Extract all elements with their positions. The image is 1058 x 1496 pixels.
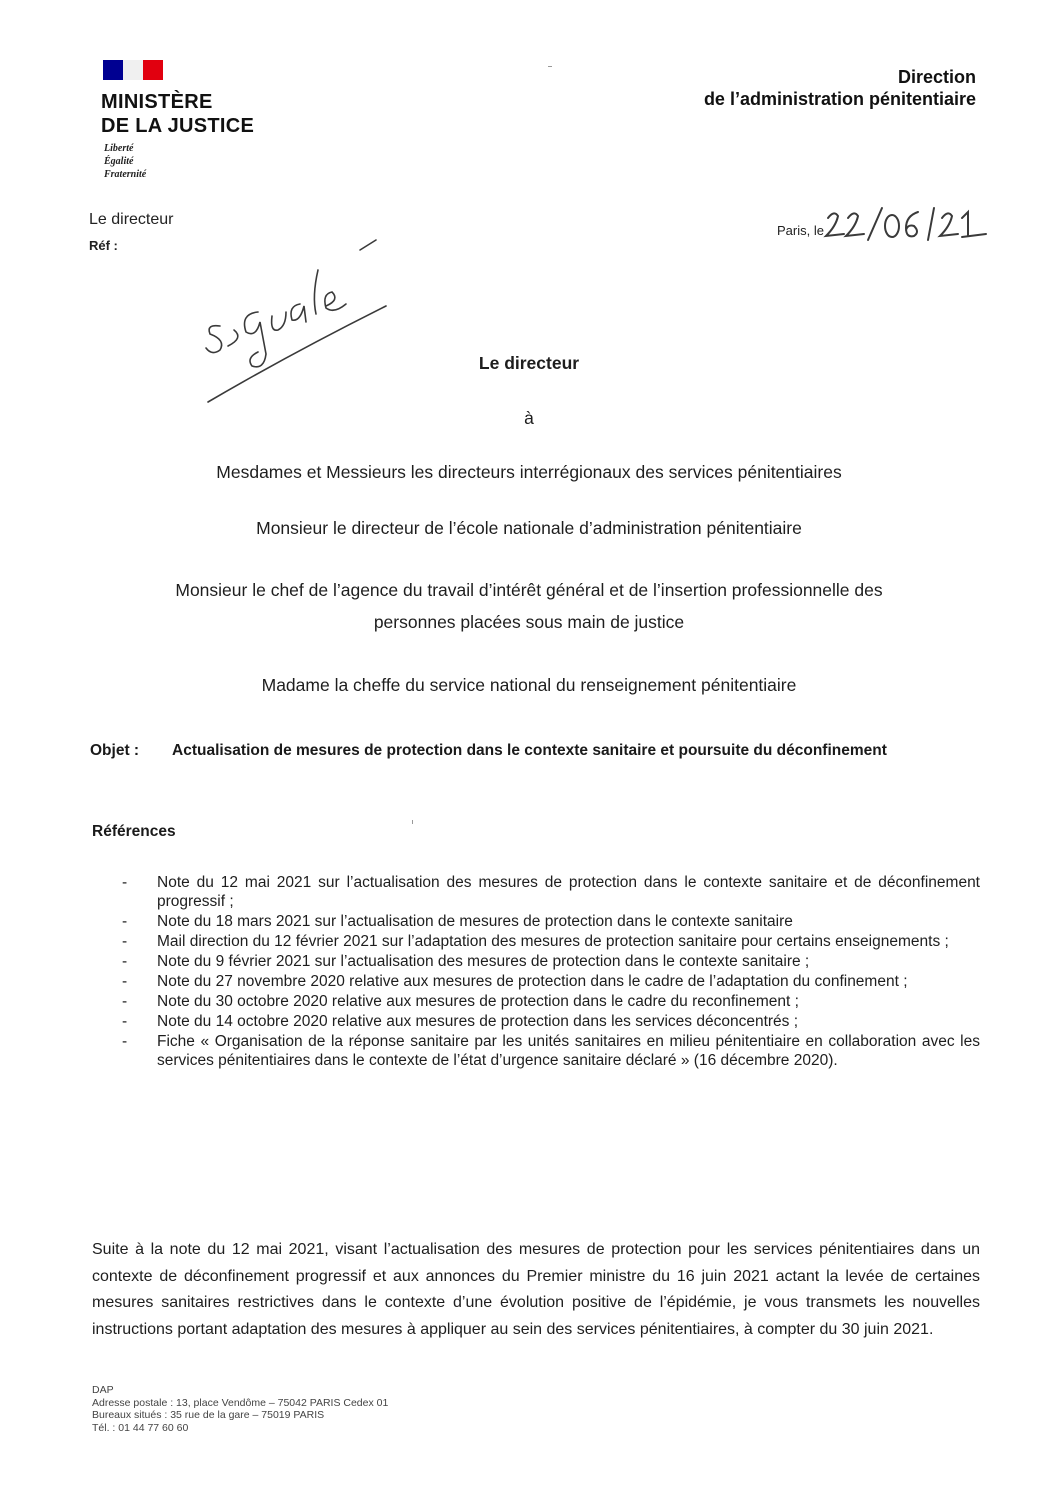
place-label: Paris, le bbox=[777, 223, 824, 238]
direction-line-2: de l’administration pénitentiaire bbox=[703, 89, 976, 109]
subject-block bbox=[90, 741, 980, 760]
addressee-3-line-2: personnes placées sous main de justice bbox=[373, 612, 685, 632]
references-title: Références bbox=[92, 823, 176, 840]
ministry-line-2: DE LA JUSTICE bbox=[101, 115, 255, 137]
subject-text: Actualisation de mesures de protection dans le contexte sanitaire et poursuite du déconfinement bbox=[172, 742, 887, 759]
reference-item: - Note du 14 octobre 2020 relative aux mesures de protection dans les services déconcentrés ; bbox=[120, 1012, 980, 1031]
motto-egalite: Égalité bbox=[104, 156, 134, 167]
addressee-4: Madame la cheffe du service national du renseignement pénitentiaire bbox=[261, 675, 797, 695]
reference-item: - Note du 27 novembre 2020 relative aux mesures de protection dans le cadre de l’adaptation du confinement ; bbox=[120, 972, 980, 991]
motto-liberte: Liberté bbox=[104, 143, 134, 154]
footer-line-dap: DAP bbox=[92, 1384, 114, 1396]
direction-header bbox=[704, 66, 976, 110]
republic-motto bbox=[104, 142, 146, 181]
references-list bbox=[120, 873, 980, 1071]
sender-label: Le directeur bbox=[89, 211, 174, 228]
reference-item: - Note du 30 octobre 2020 relative aux mesures de protection dans le cadre du reconfinement ; bbox=[120, 992, 980, 1011]
footer-line-postal: Adresse postale : 13, place Vendôme – 75042 PARIS Cedex 01 bbox=[92, 1396, 389, 1409]
handwritten-date bbox=[822, 204, 992, 244]
footer-line-office: Bureaux situés : 35 rue de la gare – 75019 PARIS bbox=[92, 1409, 325, 1421]
reference-item: - Mail direction du 12 février 2021 sur l’adaptation des mesures de protection sanitaire pour certains enseignements ; bbox=[120, 932, 980, 951]
letter-to: à bbox=[524, 408, 534, 428]
footer-address bbox=[92, 1384, 388, 1434]
ref-label: Réf : bbox=[89, 238, 118, 253]
republic-flag-logo bbox=[103, 60, 163, 80]
handwritten-signature bbox=[200, 234, 390, 409]
addressee-3-line-1: Monsieur le chef de l’agence du travail d’intérêt général et de l’insertion professionnelle des bbox=[175, 580, 883, 600]
body-paragraph: Suite à la note du 12 mai 2021, visant l’actualisation des mesures de protection pour les services pénitentiaires dans un contexte de déconfinement progressif et aux annonces du Premier ministre du 16 juin 2021 actant la levée de certaines mesures sanitaires restrictives dans le contexte d’une évolution positive de l’épidémie, je vous transmets les nouvelles instructions portant adaptation des mesures à appliquer au sein des services pénitentiaires, à compter du 30 juin 2021. bbox=[92, 1241, 980, 1338]
scan-speck bbox=[548, 66, 552, 67]
reference-item: - Note du 9 février 2021 sur l’actualisation des mesures de protection dans le contexte sanitaire ; bbox=[120, 952, 980, 971]
ministry-line-1: MINISTÈRE bbox=[101, 91, 213, 113]
scan-speck bbox=[412, 820, 413, 824]
footer-line-phone: Tél. : 01 44 77 60 60 bbox=[92, 1421, 189, 1434]
letter-from: Le directeur bbox=[478, 353, 580, 373]
motto-fraternite: Fraternité bbox=[104, 169, 147, 180]
reference-item: - Note du 18 mars 2021 sur l’actualisation de mesures de protection dans le contexte sanitaire bbox=[120, 912, 980, 931]
ministry-name bbox=[101, 90, 254, 138]
reference-item: - Fiche « Organisation de la réponse sanitaire par les unités sanitaires en milieu pénitentiaire en collaboration avec les services pénitentiaires dans le contexte de l’état d’urgence sanitaire déclaré » (16 décembre 2020). bbox=[120, 1032, 980, 1070]
direction-line-1: Direction bbox=[897, 67, 976, 87]
reference-item: - Note du 12 mai 2021 sur l’actualisation des mesures de protection dans le contexte sanitaire et de déconfinement progressif ; bbox=[120, 873, 980, 911]
addressee-1: Mesdames et Messieurs les directeurs interrégionaux des services pénitentiaires bbox=[216, 462, 842, 482]
addressee-2: Monsieur le directeur de l’école nationale d’administration pénitentiaire bbox=[256, 518, 802, 538]
subject-label: Objet : bbox=[90, 742, 140, 759]
